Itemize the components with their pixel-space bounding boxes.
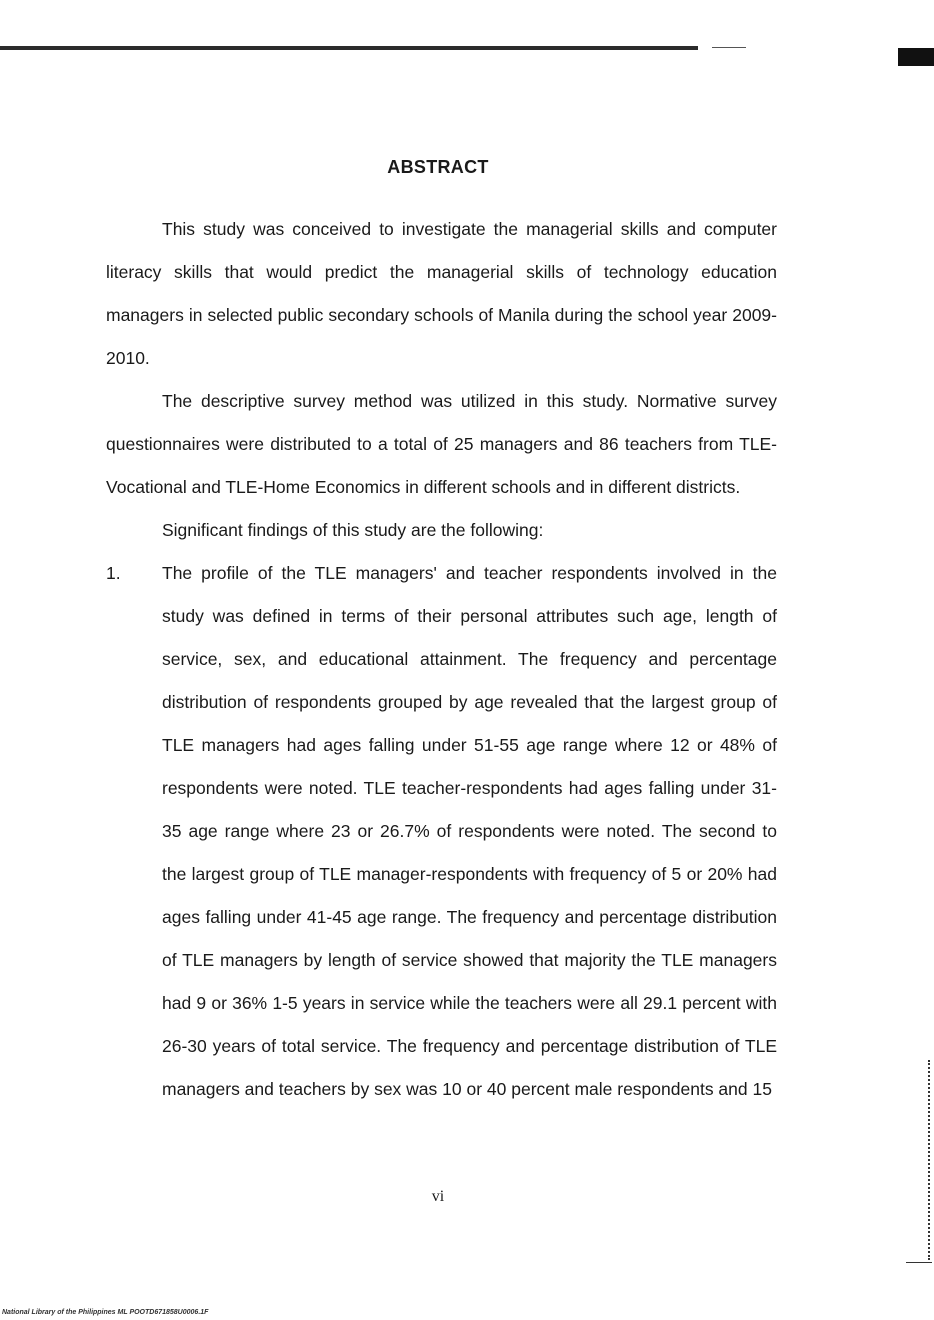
scan-top-rule — [0, 46, 698, 50]
finding-item — [106, 552, 777, 1111]
finding-text: The profile of the TLE managers' and teacher respondents involved in the study was defined in terms of their personal attributes such age, length of service, sex, and educational attainment. The frequency and percentage distribution of respondents grouped by age revealed that the largest group of TLE managers had ages falling under 51-55 age range where 12 or 48% of respondents were noted. TLE teacher-respondents had ages falling under 31-35 age range where 23 or 26.7% of respondents were noted. The second to the largest group of TLE manager-respondents with frequency of 5 or 20% had ages falling under 41-45 age range. The frequency and percentage distribution of TLE managers by length of service showed that majority the TLE managers had 9 or 36% 1-5 years in service while the teachers were all 29.1 percent with 26-30 years of total service. The frequency and percentage distribution of TLE managers and teachers by sex was 10 or 40 percent male respondents and 15 — [162, 563, 777, 1099]
scan-right-edge — [928, 1060, 932, 1260]
footer-library-note: National Library of the Philippines ML POOTD671858U0006.1F — [2, 1309, 209, 1316]
page-number: vi — [431, 1188, 445, 1205]
finding-number: 1. — [106, 563, 121, 583]
paragraph-method: The descriptive survey method was utilized in this study. Normative survey questionnaires were distributed to a total of 25 managers and 86 teachers from TLE- Vocational and TLE-Home Economics in different schools and in different districts. — [106, 391, 777, 497]
abstract-title: ABSTRACT — [387, 157, 489, 177]
scan-corner-mark — [898, 48, 934, 66]
scan-right-tick — [906, 1262, 932, 1263]
abstract-body — [106, 208, 777, 1111]
paragraph-findings-intro: Significant findings of this study are the following: — [162, 520, 544, 540]
scan-top-rule-stub — [712, 47, 746, 48]
paragraph-purpose: This study was conceived to investigate the managerial skills and computer literacy skills that would predict the managerial skills of technology education managers in selected public secondary schools of Manila during the school year 2009-2010. — [106, 219, 777, 368]
